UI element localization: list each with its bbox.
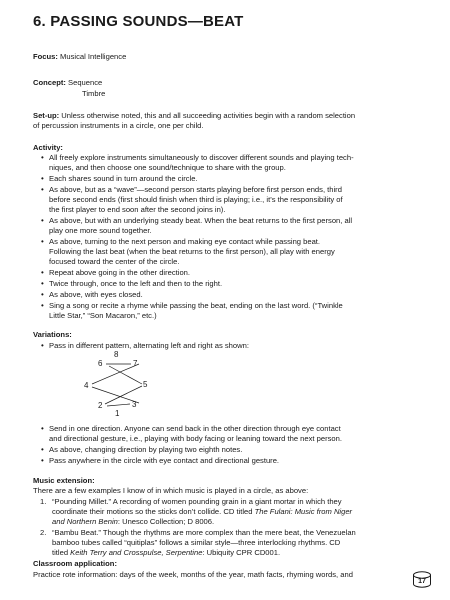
- pass-pattern-diagram: [84, 348, 164, 420]
- music-extension-label: Music extension:: [33, 476, 95, 485]
- drum-page-badge-icon: [412, 571, 432, 588]
- activity-item-text: Little Star,” “Son Macaron,” etc.): [49, 311, 157, 320]
- setup-text: Unless otherwise noted, this and all succeeding activities begin with a random selection: [61, 111, 356, 120]
- activity-item-text: Repeat above going in the other direction.: [49, 268, 191, 277]
- bullet-icon: •: [41, 174, 44, 183]
- bullet-icon: •: [41, 216, 44, 225]
- activity-item-text: before second ends (first should finish when third is playing; i.e., it’s the responsibility of: [49, 195, 343, 204]
- music-extension-line: [52, 507, 352, 517]
- music-extension-text: coordinate their motions so the sticks don’t collide. CD titled: [52, 507, 255, 516]
- variations-item-text: and directional gesture, i.e., playing with body facing or leaning toward the next person.: [49, 434, 342, 443]
- page-number: 17: [418, 578, 426, 585]
- activity-item-text: As above, with eyes closed.: [49, 290, 143, 299]
- diagram-number: 1: [115, 409, 120, 418]
- activity-item-text: Twice through, once to the left and then to the right.: [49, 279, 223, 288]
- activity-item-text: As above, but with an underlying steady beat. When the beat returns to the first person, all: [49, 216, 353, 225]
- bullet-icon: •: [41, 456, 44, 465]
- activity-item-text: Sing a song or recite a rhyme while passing the beat, ending on the last word. (“Twinkle: [49, 301, 343, 310]
- page-title: 6. PASSING SOUNDS—BEAT: [33, 13, 244, 30]
- diagram-number: 7: [133, 359, 138, 368]
- activity-item-text: niques, and then choose one sound/technique to share with the group.: [49, 163, 286, 172]
- music-extension-text: : Ubiquity CPR CD001.: [202, 548, 281, 557]
- bullet-icon: •: [41, 237, 44, 246]
- activity-item-text: the first player to end soon after the second joins in).: [49, 205, 226, 214]
- music-extension-text: “Bambu Beat.” Though the rhythms are more complex than the mere beat, the Venezuelan: [52, 528, 356, 537]
- setup-line: [33, 111, 355, 121]
- focus-label: Focus:: [33, 52, 58, 61]
- classroom-text: Practice rote information: days of the week, months of the year, math facts, rhyming words, and: [33, 570, 353, 579]
- diagram-number: 3: [132, 400, 137, 409]
- music-extension-text: bamboo tubes called “quitiplas” follows a similar style—three interlocking rhythms. CD: [52, 538, 341, 547]
- music-extension-text: “Pounding Millet.” A recording of women pounding grain in a giant mortar in which they: [52, 497, 342, 506]
- cd-title: and Northern Benin: [52, 517, 118, 526]
- variations-item-text: Send in one direction. Anyone can send back in the other direction through eye contact: [49, 424, 341, 433]
- cd-title: The Fulani: Music from Niger: [254, 507, 353, 516]
- activity-label: Activity:: [33, 143, 63, 152]
- focus-text: Musical Intelligence: [60, 52, 127, 61]
- concept-label: Concept:: [33, 78, 66, 87]
- bullet-icon: •: [41, 424, 44, 433]
- bullet-icon: •: [41, 301, 44, 310]
- music-extension-line: [52, 517, 214, 527]
- concept-line: [33, 78, 102, 88]
- activity-item-text: play one more sound together.: [49, 226, 152, 235]
- classroom-label: Classroom application:: [33, 559, 117, 568]
- bullet-icon: •: [41, 445, 44, 454]
- bullet-icon: •: [41, 268, 44, 277]
- setup-label: Set-up:: [33, 111, 60, 120]
- bullet-icon: •: [41, 341, 44, 350]
- bullet-icon: •: [41, 290, 44, 299]
- variations-label: Variations:: [33, 330, 72, 339]
- concept-item: Sequence: [68, 78, 103, 87]
- list-number: 1.: [40, 497, 47, 506]
- diagram-number: 2: [98, 401, 103, 410]
- music-extension-line: [52, 548, 280, 558]
- activity-item-text: Each shares sound in turn around the circle.: [49, 174, 198, 183]
- list-number: 2.: [40, 528, 47, 537]
- bullet-icon: •: [41, 185, 44, 194]
- bullet-icon: •: [41, 153, 44, 162]
- variations-item-text: As above, changing direction by playing two eighth notes.: [49, 445, 243, 454]
- diagram-number: 8: [114, 350, 119, 359]
- concept-item: Timbre: [82, 89, 106, 98]
- diagram-number: 4: [84, 381, 89, 390]
- activity-item-text: As above, but as a “wave”—second person starts playing before first person ends, third: [49, 185, 342, 194]
- activity-item-text: focused toward the center of the circle.: [49, 257, 180, 266]
- variations-item-text: Pass anywhere in the circle with eye contact and directional gesture.: [49, 456, 280, 465]
- variations-intro: Pass in different pattern, alternating left and right as shown:: [49, 341, 249, 350]
- activity-item-text: All freely explore instruments simultaneously to discover different sounds and playing tech-: [49, 153, 354, 162]
- diagram-number: 6: [98, 359, 103, 368]
- music-extension-intro: There are a few examples I know of in which music is played in a circle, as above:: [33, 486, 309, 495]
- music-extension-text: : Unesco Collection; D 8006.: [117, 517, 215, 526]
- cd-title: Keith Terry and Crosspulse, Serpentine: [70, 548, 203, 557]
- activity-item-text: As above, turning to the next person and making eye contact while passing beat.: [49, 237, 321, 246]
- music-extension-text: titled: [52, 548, 71, 557]
- diagram-number: 5: [143, 380, 148, 389]
- focus-line: [33, 52, 126, 62]
- activity-item-text: Following the last beat (when the beat returns to the first person), all play with energy: [49, 247, 335, 256]
- bullet-icon: •: [41, 279, 44, 288]
- setup-text: of percussion instruments in a circle, one per child.: [33, 121, 204, 130]
